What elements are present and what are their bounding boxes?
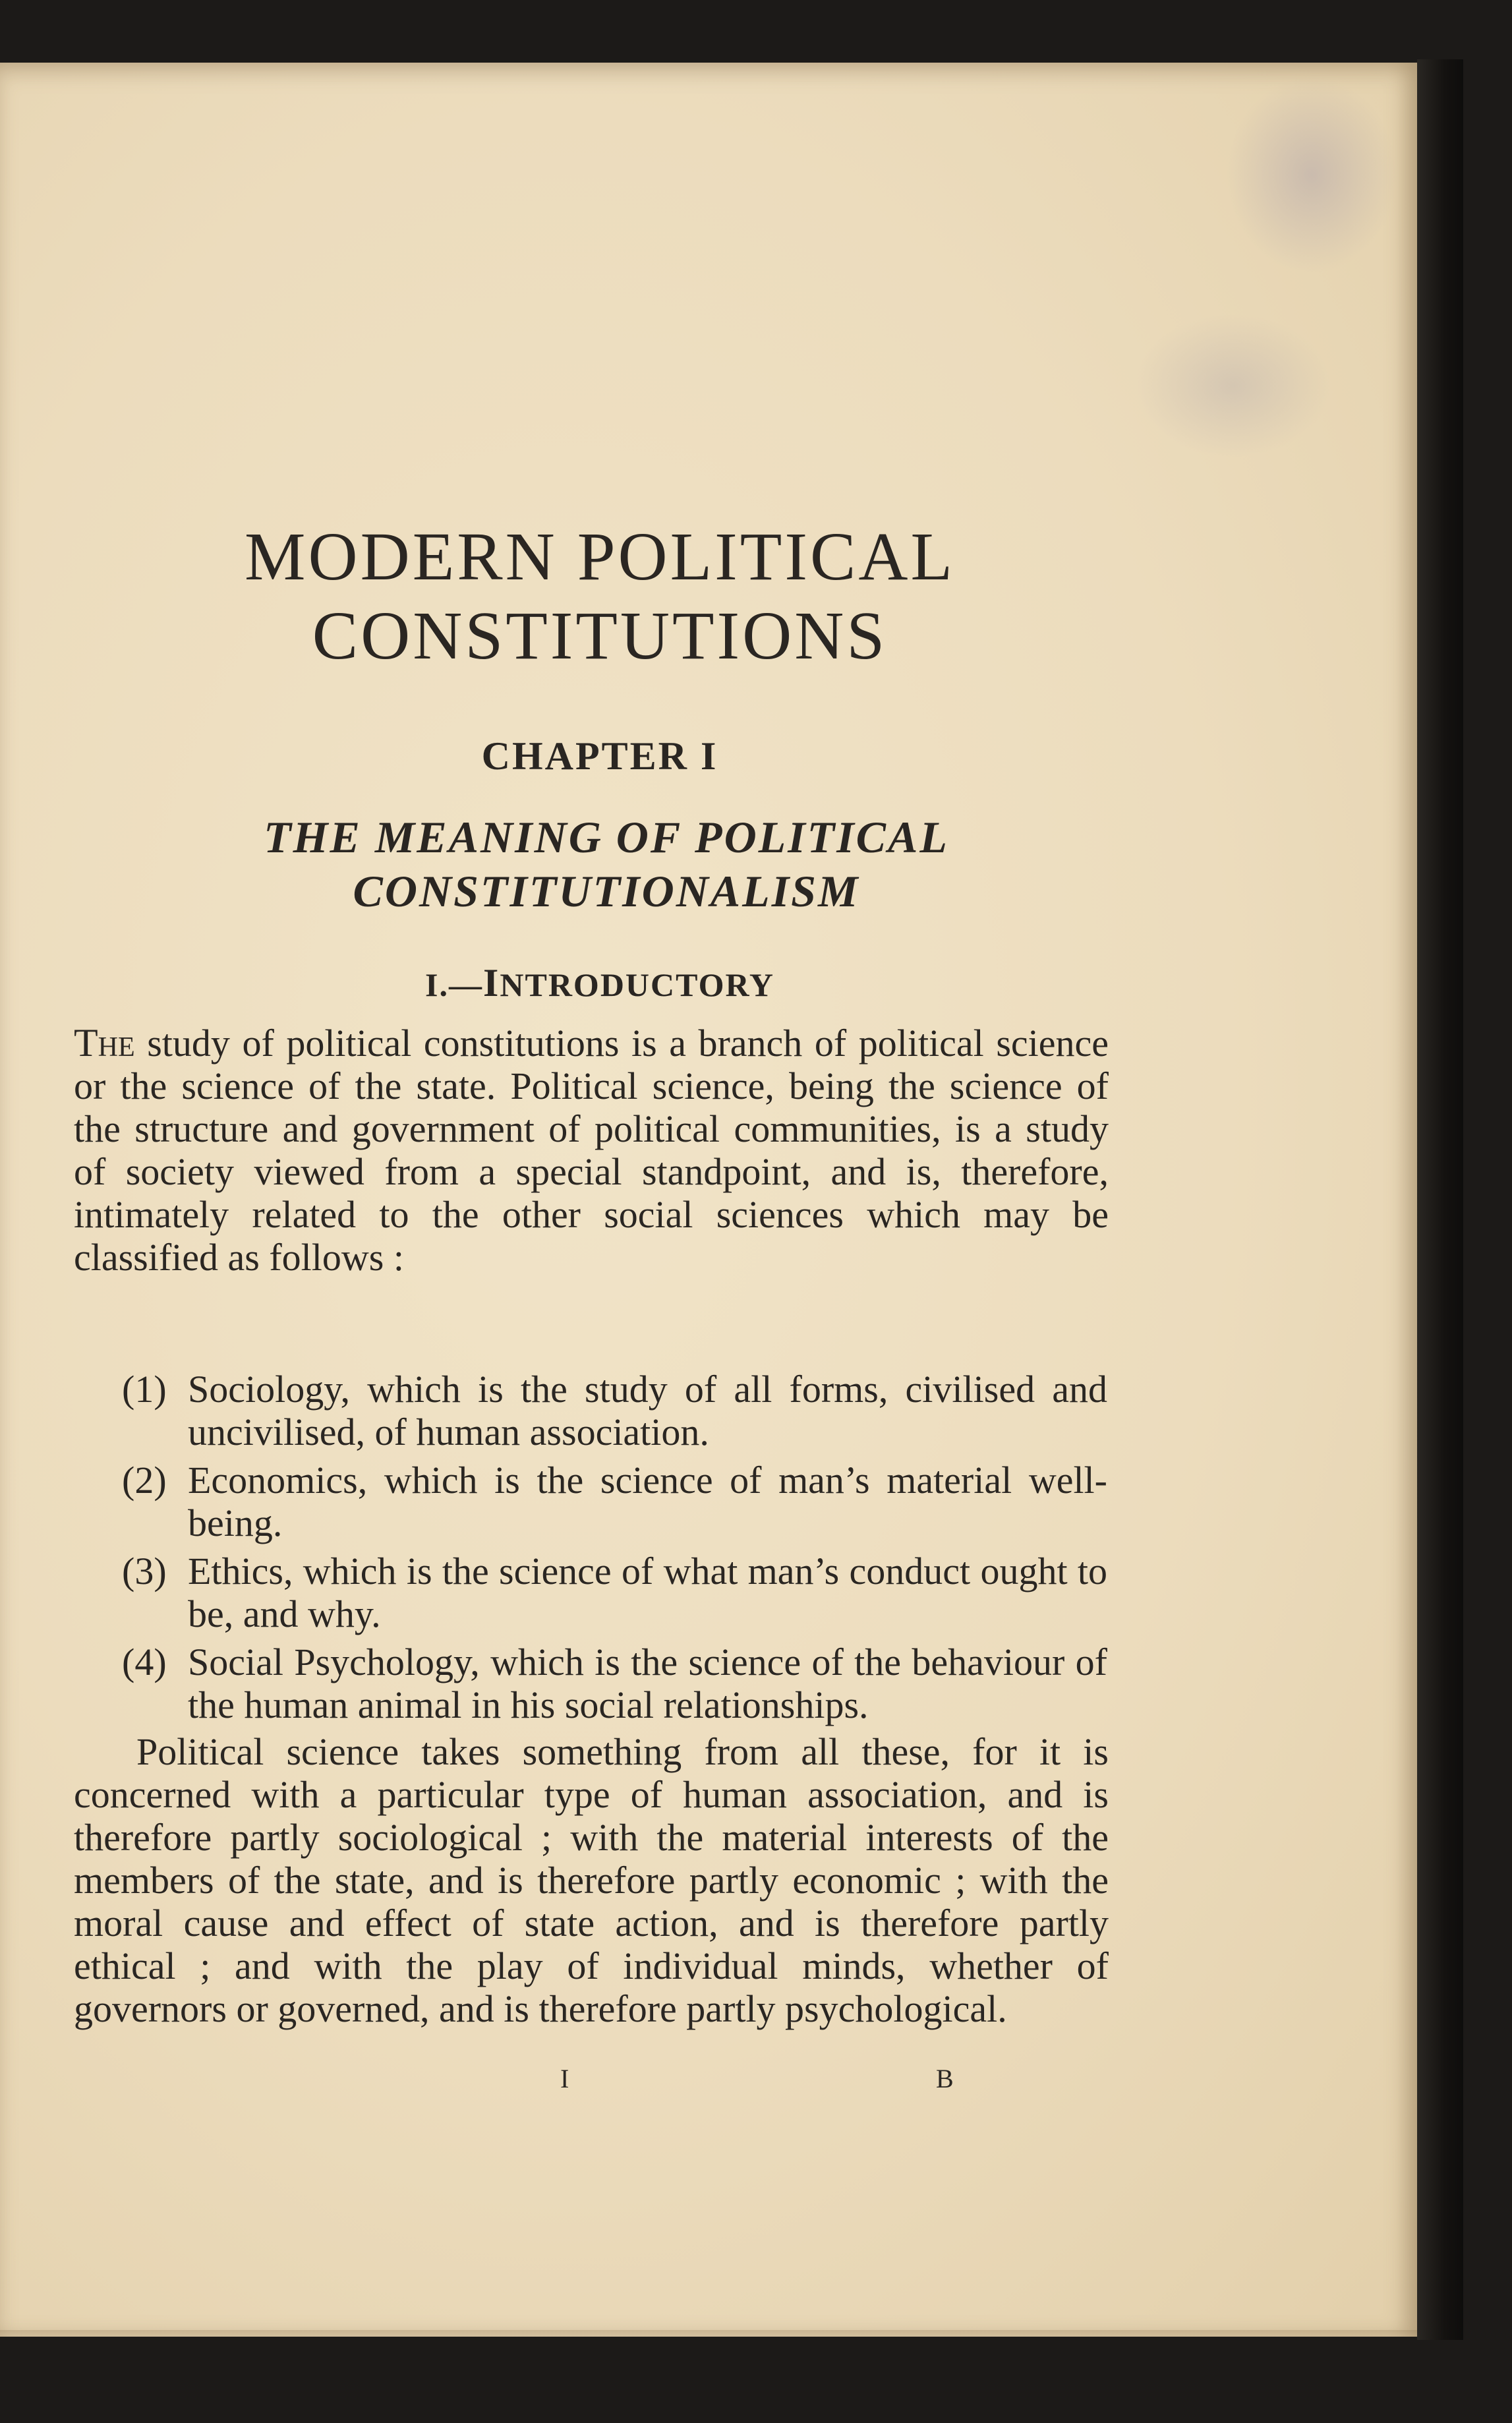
chapter-label: CHAPTER I <box>481 734 718 778</box>
list-item <box>122 1368 1107 1453</box>
paragraph-lead-word: The <box>74 1021 135 1065</box>
chapter-title: THE MEANING OF POLITICAL CONSTITUTIONALISM <box>264 812 949 916</box>
list-item-number: (4) <box>122 1641 167 1683</box>
body-paragraph-2: Political science takes something from all these, for it is concerned with a particular type of human association, and is therefore partly sociological ; with the material interests of the members of the state, and is therefore partly economic ; with the moral cause and effect of state action, and is therefore partly ethical ; and with the play of individual minds, whether of governors or governed, and is therefore partly psychological. <box>74 1730 1109 2030</box>
social-sciences-list <box>122 1368 1107 1732</box>
section-number: I.— <box>425 966 483 1003</box>
list-item-text: Ethics, which is the science of what man’s conduct ought to be, and why. <box>188 1550 1107 1635</box>
list-item <box>122 1459 1107 1544</box>
section-heading-initial: I <box>483 961 500 1005</box>
section-heading <box>0 960 1200 1006</box>
section-heading-text: NTRODUCTORY <box>500 966 774 1003</box>
list-item-number: (3) <box>122 1550 167 1592</box>
book-title-line-2: CONSTITUTIONS <box>312 597 888 674</box>
page-sheet <box>0 63 1417 2337</box>
list-item-text: Social Psychology, which is the science of the behaviour of the human animal in his social relationships. <box>188 1641 1107 1726</box>
list-item-text: Sociology, which is the study of all forms, civilised and uncivilised, of human association. <box>188 1368 1107 1453</box>
page-number: I <box>560 2064 569 2093</box>
list-item <box>122 1550 1107 1635</box>
body-paragraph-1 <box>74 1022 1109 1279</box>
list-item-text: Economics, which is the science of man’s material well-being. <box>188 1459 1107 1544</box>
list-item-number: (1) <box>122 1368 167 1411</box>
paragraph-text: study of political constitutions is a branch of political science or the science of the state. Political science, being the science of the structure and government of political communities, is a study of society viewed from a special standpoint, and is, therefore, intimately related to the other social sciences which may be classified as follows : <box>74 1022 1109 1279</box>
list-item <box>122 1641 1107 1726</box>
signature-mark: B <box>936 2064 954 2093</box>
book-title <box>0 517 1200 675</box>
list-item-number: (2) <box>122 1459 167 1502</box>
book-cover-edge <box>1417 59 1463 2340</box>
book-title-line-1: MODERN POLITICAL <box>245 519 955 595</box>
ink-stain <box>1226 76 1397 274</box>
ink-stain <box>1134 313 1331 458</box>
page-bottom-edge <box>0 2330 1417 2337</box>
